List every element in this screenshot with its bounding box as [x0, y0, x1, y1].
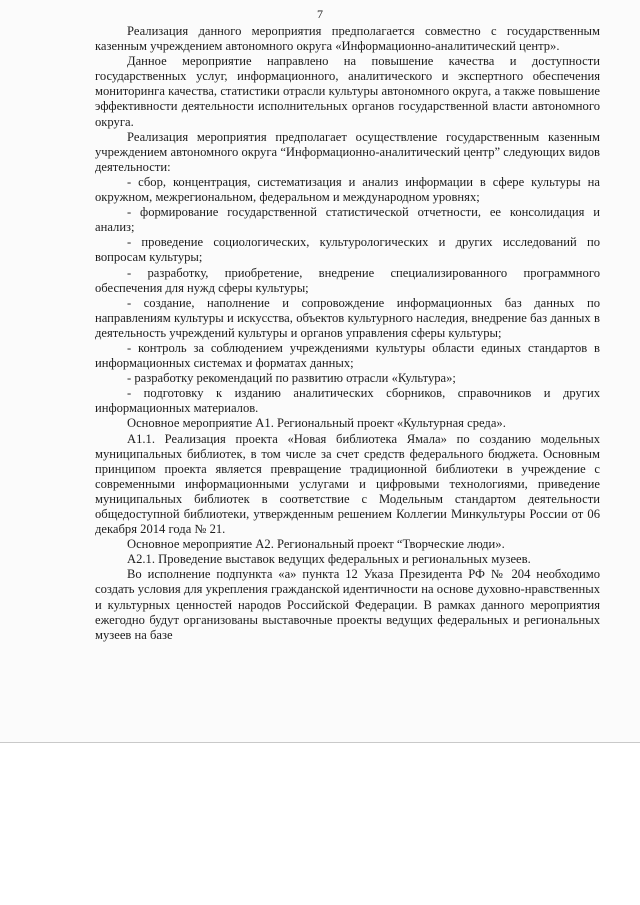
- list-item: - контроль за соблюдением учреждениями культуры области единых стандартов в информационных системах и форматах данных;: [95, 340, 600, 371]
- list-item: - формирование государственной статистической отчетности, ее консолидация и анализ;: [95, 205, 600, 235]
- list-item: - проведение социологических, культурологических и других исследований по вопросам культуры;: [95, 235, 600, 265]
- paragraph: А1.1. Реализация проекта «Новая библиотека Ямала» по созданию модельных муниципальных библиотек, в том числе за счет средств федерального бюджета. Основным принципом проекта является превращение традиционной библиотеки в учреждение с современными информационными услугами и цифровыми технологиями, приведение муниципальных библиотек в соответствие с Модельным стандартом деятельности общедоступной библиотеки, утвержденным решением Коллегии Минкультуры России от 06 декабря 2014 года № 21.: [95, 431, 600, 537]
- list-item: - создание, наполнение и сопровождение информационных баз данных по направлениям культуры и искусства, объектов культурного наследия, внедрение баз данных в деятельность учреждений культуры и органов управления сферы культуры;: [95, 295, 600, 340]
- list-item: - разработку рекомендаций по развитию отрасли «Культура»;: [127, 371, 456, 386]
- body-text: [95, 24, 600, 643]
- paragraph: Во исполнение подпункта «а» пункта 12 Указа Президента РФ № 204 необходимо создать условия для укрепления гражданской идентичности на основе духовно-нравственных и культурных ценностей народов Российской Федерации. В рамках данного мероприятия ежегодно будут организованы выставочные проекты ведущих федеральных и региональных музеев на базе: [95, 567, 600, 642]
- paragraph: Реализация данного мероприятия предполагается совместно с государственным казенным учреждением автономного округа «Информационно-аналитический центр».: [95, 24, 600, 54]
- list-item: - сбор, концентрация, систематизация и анализ информации в сфере культуры на окружном, межрегиональном, федеральном и международном уровнях;: [95, 174, 600, 205]
- paragraph: А2.1. Проведение выставок ведущих федеральных и региональных музеев.: [127, 552, 531, 567]
- list-item: - подготовку к изданию аналитических сборников, справочников и других информационных материалов.: [95, 386, 600, 416]
- page-number: 7: [317, 7, 323, 21]
- section-heading: Основное мероприятие А1. Региональный проект «Культурная среда».: [127, 416, 506, 431]
- paragraph: Данное мероприятие направлено на повышение качества и доступности государственных услуг, информационного, аналитического и экспертного обеспечения мониторинга качества, статистики отрасли культуры автономного округа, а также повышение эффективности деятельности исполнительных органов государственной власти автономного округа.: [95, 54, 600, 129]
- section-heading: Основное мероприятие А2. Региональный проект “Творческие люди».: [127, 537, 505, 552]
- list-item: - разработку, приобретение, внедрение специализированного программного обеспечения для нужд сферы культуры;: [95, 265, 600, 295]
- paragraph: Реализация мероприятия предполагает осуществление государственным казенным учреждением автономного округа “Информационно-аналитический центр” следующих видов деятельности:: [95, 129, 600, 174]
